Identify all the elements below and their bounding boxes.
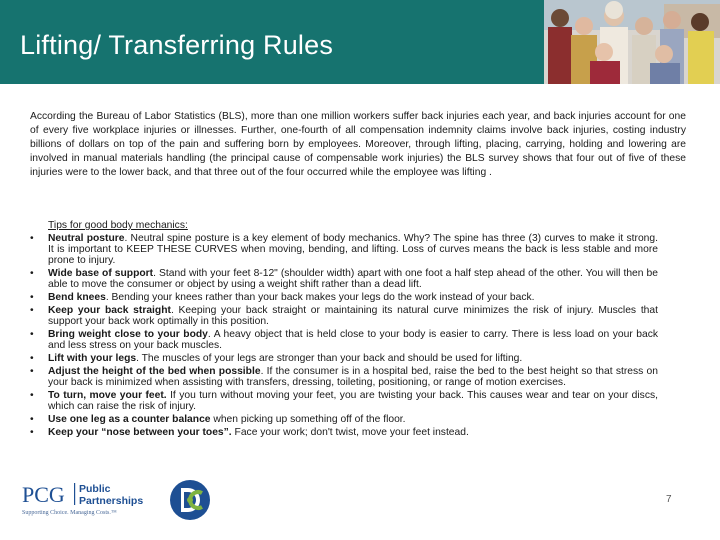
- dc-logo: [168, 478, 212, 522]
- bullet-icon: •: [30, 233, 34, 244]
- slide-title: Lifting/ Transferring Rules: [20, 30, 334, 60]
- tip-title: Lift with your legs: [48, 353, 137, 364]
- bullet-icon: •: [30, 305, 34, 316]
- group-photo-image: [544, 0, 720, 84]
- bullet-icon: •: [30, 329, 34, 340]
- tip-body: . The muscles of your legs are stronger than your back and should be used for lifting.: [136, 353, 523, 364]
- pcg-logo-text: PCG: [22, 482, 65, 507]
- bullet-icon: •: [30, 427, 34, 438]
- brand-line-2: Partnerships: [79, 495, 144, 507]
- list-item: [30, 366, 658, 388]
- tip-body: If you turn without moving your feet, you are twisting your back. This causes wear and tear on your discs, which can raise the risk of injury.: [48, 390, 658, 412]
- tip-title: Bring weight close to your body: [48, 329, 208, 340]
- tip-title: Keep your back straight: [48, 305, 171, 316]
- list-item: [30, 414, 658, 425]
- list-item: [30, 353, 658, 364]
- list-item: [30, 305, 658, 327]
- pcg-logo-graphic: [22, 480, 162, 516]
- bullet-icon: •: [30, 292, 34, 303]
- tip-body: when picking up something off of the floor.: [210, 414, 406, 425]
- bullet-icon: •: [30, 353, 34, 364]
- bullet-icon: •: [30, 414, 34, 425]
- title-bar: [0, 0, 544, 84]
- brand-tagline: Supporting Choice. Managing Costs.™: [22, 510, 117, 516]
- list-item: [30, 390, 658, 412]
- tips-section: [30, 220, 658, 438]
- tip-body: . Neutral spine posture is a key element of body mechanics. Why? The spine has three (3) curves to make it strong. It is important to KEEP THESE CURVES when moving, bending, and lifting. Loss of curves means the back is less stable and more prone to injury.: [48, 233, 658, 266]
- bullet-icon: •: [30, 268, 34, 279]
- tip-title: Keep your “nose between your toes”.: [48, 427, 232, 438]
- list-item: [30, 329, 658, 351]
- tip-body: . A heavy object that is held close to your body is easier to carry. There is less load on your back and less stress on your back muscles.: [48, 329, 658, 351]
- tip-title: Adjust the height of the bed when possible: [48, 366, 261, 377]
- tip-body: . Bending your knees rather than your back makes your legs do the work instead of your back.: [105, 292, 535, 303]
- tip-title: Use one leg as a counter balance: [48, 414, 211, 425]
- tip-body: . If the consumer is in a hospital bed, raise the bed to the best height so that stress on your back is minimized when assisting with transfers, dressing, toileting, positioning, or range of motion exercises.: [48, 366, 658, 388]
- list-item: [30, 292, 658, 303]
- tips-list: [30, 233, 658, 438]
- list-item: [30, 268, 658, 290]
- header-photo: [544, 0, 720, 84]
- tip-title: Neutral posture: [48, 233, 125, 244]
- tip-title: Bend knees: [48, 292, 106, 303]
- bullet-icon: •: [30, 390, 34, 401]
- tip-body: . Stand with your feet 8-12" (shoulder width) apart with one foot a half step ahead of the other. You will then be able to move the consumer or object by using a weight shift rather than a dead lift.: [48, 268, 658, 290]
- intro-paragraph: According the Bureau of Labor Statistics (BLS), more than one million workers suffer back injuries each year, and back injuries account for one of every five workplace injuries or illnesses. Further, one-fourth of all compensation indemnity claims involve back injuries, costing industry billions of dollars on top of the pain and suffering born by employees. Moreover, through lifting, placing, carrying, holding and lowering are involved in manual materials handling (the principal cause of compensable work injuries) the BLS survey shows that four out of five of these injuries were to the lower back, and that three out of the four occurred while the employee was lifting .: [30, 111, 686, 178]
- tip-body: . Keeping your back straight or maintaining its natural curve minimizes the risk of injury. Muscles that support your back work optimally in this position.: [48, 305, 658, 327]
- bullet-icon: •: [30, 366, 34, 377]
- list-item: [30, 233, 658, 266]
- tip-body: Face your work; don't twist, move your feet instead.: [231, 427, 469, 438]
- tip-title: Wide base of support: [48, 268, 154, 279]
- tip-title: To turn, move your feet.: [48, 390, 167, 401]
- dc-logo-icon: [168, 478, 212, 522]
- list-item: [30, 427, 658, 438]
- pcg-public-partnerships-logo: [22, 480, 162, 516]
- page-number: 7: [666, 494, 672, 505]
- tips-heading: Tips for good body mechanics:: [48, 220, 188, 231]
- brand-line-1: Public: [79, 483, 111, 495]
